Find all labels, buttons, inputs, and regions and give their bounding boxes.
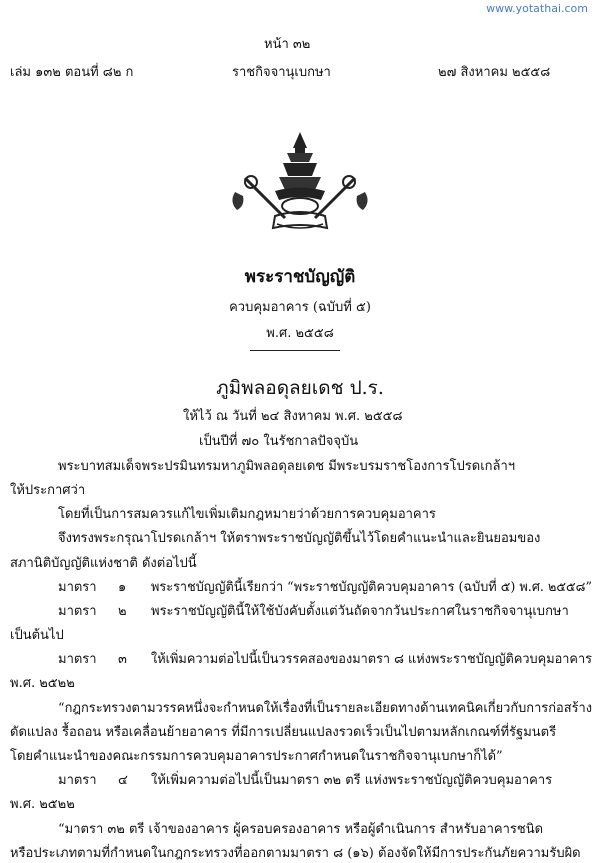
section-label: มาตรา — [58, 603, 97, 619]
enactment-line-1: จึงทรงพระกรุณาโปรดเกล้าฯ ให้ตราพระราชบัญญัติขึ้นไว้โดยคำแนะนำและยินยอมของ — [58, 531, 541, 547]
quote-2-line-2: หรือประเภทตามที่กำหนดในกฎกระทรวงที่ออกตามมาตรา ๘ (๑๖) ต้องจัดให้มีการประกันภัยความรับผิด — [10, 845, 581, 861]
section-label: มาตรา — [58, 579, 97, 595]
quote-1-line-3: โดยคำแนะนำของคณะกรรมการควบคุมอาคารประกาศกำหนดในราชกิจจานุเบกษาก็ได้” — [10, 749, 503, 765]
royal-signature: ภูมิพลอดุลยเดช ป.ร. — [216, 377, 384, 399]
section-number: ๑ — [118, 579, 127, 595]
title-divider — [250, 350, 340, 351]
section-3-text: ให้เพิ่มความต่อไปนี้เป็นวรรคสองของมาตรา ๘ แห่งพระราชบัญญัติควบคุมอาคาร — [151, 652, 592, 668]
section-4-continued: พ.ศ. ๒๕๒๒ — [10, 797, 75, 813]
section-4-text: ให้เพิ่มความต่อไปนี้เป็นมาตรา ๓๒ ตรี แห่งพระราชบัญญัติควบคุมอาคาร — [151, 773, 553, 789]
preamble-line-1: พระบาทสมเด็จพระปรมินทรมหาภูมิพลอดุลยเดช มีพระบรมราชโองการโปรดเกล้าฯ — [58, 458, 516, 474]
page-number: หน้า ๓๒ — [264, 37, 311, 52]
section-label: มาตรา — [58, 773, 97, 789]
section-number: ๔ — [118, 773, 128, 789]
purpose-paragraph: โดยที่เป็นการสมควรแก้ไขเพิ่มเติมกฎหมายว่าด้วยการควบคุมอาคาร — [58, 507, 436, 523]
watermark: www.yotathai.com — [486, 2, 588, 15]
gazette-date: ๒๗ สิงหาคม ๒๕๕๘ — [438, 65, 551, 80]
section-number: ๓ — [118, 652, 127, 668]
section-number: ๒ — [118, 603, 127, 619]
section-1-text: พระราชบัญญัตินี้เรียกว่า “พระราชบัญญัติควบคุมอาคาร (ฉบับที่ ๕) พ.ศ. ๒๕๕๘” — [151, 579, 592, 595]
document-year: พ.ศ. ๒๕๕๘ — [266, 326, 334, 341]
given-date: ให้ไว้ ณ วันที่ ๒๔ สิงหาคม พ.ศ. ๒๕๕๘ — [183, 409, 403, 424]
section-3-continued: พ.ศ. ๒๕๒๒ — [10, 676, 75, 692]
section-2-text: พระราชบัญญัตินี้ให้ใช้บังคับตั้งแต่วันถัดจากวันประกาศในราชกิจจานุเบกษา — [151, 603, 569, 619]
document-title: พระราชบัญญัติ — [244, 267, 356, 287]
quote-1-line-1: “กฎกระทรวงตามวรรคหนึ่งจะกำหนดให้เรื่องที่เป็นรายละเอียดทางด้านเทคนิคเกี่ยวกับการก่อสร้าง — [58, 700, 592, 716]
quote-1-line-2: ดัดแปลง รื้อถอน หรือเคลื่อนย้ายอาคาร ที่มีการเปลี่ยนแปลงรวดเร็วเป็นไปตามหลักเกณฑ์ที่รัฐมนตรี — [10, 724, 557, 740]
section-label: มาตรา — [58, 652, 97, 668]
section-2-continued: เป็นต้นไป — [10, 628, 64, 644]
volume-issue: เล่ม ๑๓๒ ตอนที่ ๘๒ ก — [10, 65, 134, 80]
garuda-emblem-icon — [215, 128, 385, 248]
quote-2-line-1: “มาตรา ๓๒ ตรี เจ้าของอาคาร ผู้ครอบครองอาคาร หรือผู้ดำเนินการ สำหรับอาคารชนิด — [58, 821, 544, 837]
enactment-line-2: สภานิติบัญญัติแห่งชาติ ดังต่อไปนี้ — [10, 555, 197, 571]
gazette-name: ราชกิจจานุเบกษา — [232, 65, 331, 80]
preamble-line-2: ให้ประกาศว่า — [10, 483, 86, 499]
reign-year: เป็นปีที่ ๗๐ ในรัชกาลปัจจุบัน — [199, 434, 359, 449]
document-subtitle: ควบคุมอาคาร (ฉบับที่ ๕) — [229, 300, 371, 315]
